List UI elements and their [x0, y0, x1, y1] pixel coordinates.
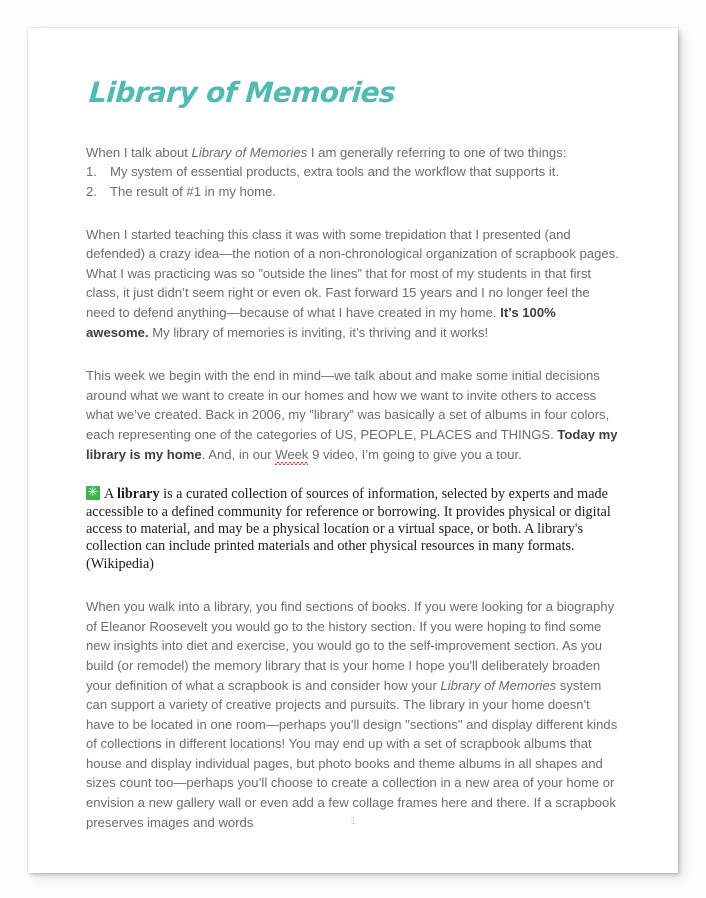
sparkle-icon: ✳ — [87, 486, 99, 501]
paragraph5-part1: When you walk into a library, you find sections of books. If you were looking for a biography of Eleanor Roosevelt you would go to the history section. If you were hoping to find some new insights into diet and exercise, you would go to the self-improvement section. As you build (or remodel) the memory library that is your home I hope you'll deliberately broaden your definition of what a scrapbook is and consider how your — [86, 599, 615, 693]
paragraph-walk-into-library — [86, 597, 620, 832]
definition-lead: A — [104, 486, 118, 503]
list-item — [86, 182, 620, 202]
spellcheck-misspelled-word[interactable]: Week — [275, 445, 308, 465]
intro-lead-tail: I am generally referring to one of two things: — [307, 144, 567, 160]
paragraph2-part1: When I started teaching this class it was with some trepidation that I presented (and defended) a crazy idea—the notion of a non-chronological organization of scrapbook pages. What I was practicing was so ”outside the lines” that for most of my students in that first class, it just didn’t seem right or even ok. Fast forward 15 years and I no longer feel the need to defend anything—because of what I have created in my home. — [86, 226, 619, 320]
paragraph3-part2: . And, in our — [201, 446, 276, 462]
paragraph3-part3: 9 video, I’m going to give you a tour. — [308, 446, 522, 462]
intro-lead-text: When I talk about — [86, 144, 192, 160]
paragraph-this-week — [86, 366, 620, 464]
page-content-area — [86, 78, 620, 832]
list-item-label: The result of #1 in my home. — [110, 183, 276, 199]
page-title: Library of Memories — [87, 76, 397, 109]
page-number: 1 — [349, 815, 357, 827]
intro-lead-italic: Library of Memories — [191, 144, 308, 160]
definition-quote-block — [86, 486, 620, 573]
intro-lead-paragraph — [86, 143, 620, 163]
paragraph2-part2: My library of memories is inviting, it’s thriving and it works! — [148, 324, 489, 340]
list-item-label: My system of essential products, extra tools and the workflow that supports it. — [110, 164, 560, 180]
list-item — [86, 162, 620, 182]
paragraph3-bold: Today my library is my home — [86, 426, 618, 462]
paragraph5-italic: Library of Memories — [440, 677, 557, 693]
paragraph3-part1: This week we begin with the end in mind—we talk about and make some initial decisions around what we want to create in our homes and how we want to invite others to access what we’ve created. Back in 2006, my ”library” was basically a set of albums in four colors, each representing one of the categories of US, PEOPLE, PLACES and THINGS. — [86, 368, 610, 442]
list-item-number: 1. — [86, 164, 97, 180]
document-page — [28, 28, 678, 873]
paragraph5-part2: system can support a variety of creative projects and pursuits. The library in your home doesn't have to be located in one room—perhaps you'll design "sections" and display different kinds of collections in different locations! You may end up with a set of scrapbook albums that house and display individual pages, but photo books and theme albums in all shapes and sizes count too—perhaps you’ll choose to create a collection in a new area of your home or envision a new gallery wall or even add a few collage frames here and there. If a scrapbook preserves images and words — [86, 677, 618, 830]
paragraph-teaching-history — [86, 225, 620, 343]
definition-term: library — [117, 486, 160, 503]
paragraph2-bold: It’s 100% awesome. — [86, 304, 556, 340]
intro-numbered-list — [86, 162, 620, 201]
list-item-number: 2. — [86, 183, 97, 199]
definition-body: is a curated collection of sources of information, selected by experts and made accessible to a defined community for reference or borrowing. It provides physical or digital access to material, and may be a physical location or a virtual space, or both. A library's collection can include printed materials and other physical resources in many formats. (Wikipedia) — [86, 486, 611, 572]
